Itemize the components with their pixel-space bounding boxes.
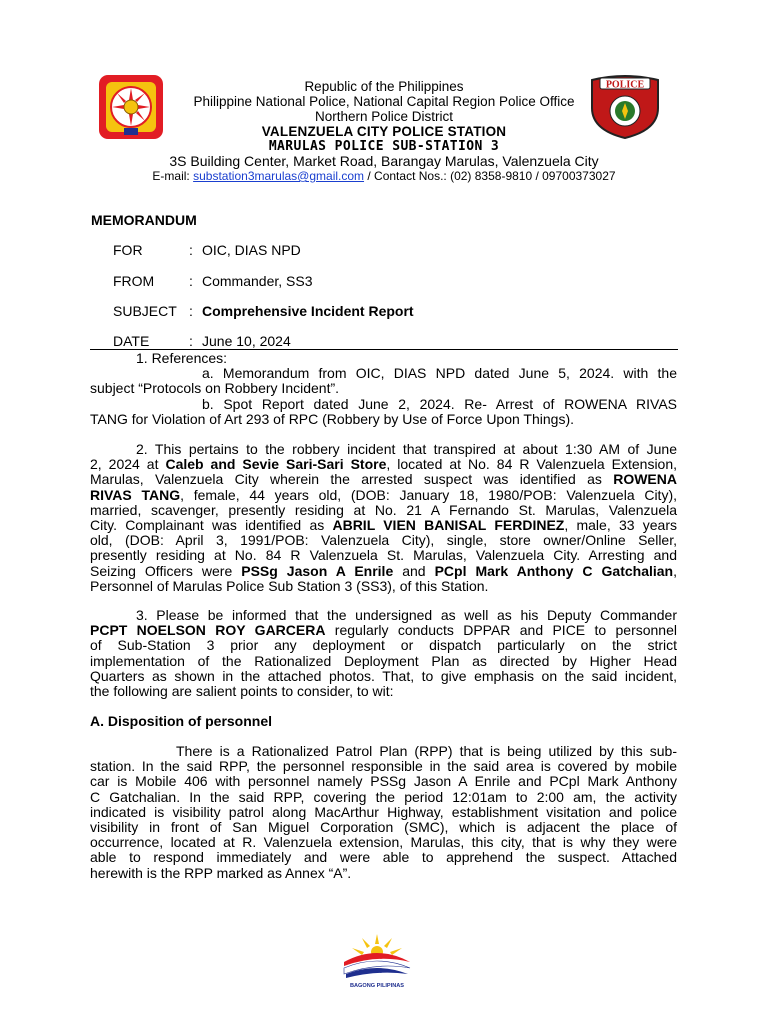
header-republic: Republic of the Philippines xyxy=(304,79,464,94)
officer-1-name: PSSg Jason A Enrile xyxy=(241,562,394,579)
contact-numbers: / Contact Nos.: (02) 8358-9810 / 09700373027 xyxy=(367,169,616,183)
p2-line8: presently residing at No. 84 R Valenzuela St. Marulas, Valenzuela City. Arresting and xyxy=(90,547,677,564)
p3-text: regularly conducts DPPAR and PICE to personnel xyxy=(325,622,677,639)
pa-line3: car is Mobile 406 with personnel namely PSSg Jason A Enrile and PCpl Mark Anthony xyxy=(90,773,677,790)
p2-line7: old, (DOB: April 3, 1991/POB: Valenzuela City), single, store owner/Online Seller, xyxy=(90,532,677,549)
p2-line9 xyxy=(90,564,677,579)
reference-b-line1: b. Spot Report dated June 2, 2024. Re- Arrest of ROWENA RIVAS xyxy=(202,395,677,412)
p2-text: , located at No. 84 R Valenzuela Extension, xyxy=(386,456,678,473)
section-a-heading: A. Disposition of personnel xyxy=(90,713,273,729)
references-block xyxy=(90,351,677,427)
header-substation: MARULAS POLICE SUB-STATION 3 xyxy=(268,139,500,154)
date-label: DATE xyxy=(113,333,150,349)
subject-label: SUBJECT xyxy=(113,303,177,319)
pa-line9: herewith is the RPP marked as Annex “A”. xyxy=(90,864,352,881)
p3-line4: implementation of the Rationalized Deployment Plan as directed by Higher Head xyxy=(90,652,677,669)
bagong-pilipinas-text: BAGONG PILIPINAS xyxy=(349,983,405,989)
header-contact-line xyxy=(0,169,768,184)
dppar-paragraph xyxy=(90,608,677,699)
p3-line1: 3. Please be informed that the undersigned as well as his Deputy Commander xyxy=(136,607,677,623)
for-value: OIC, DIAS NPD xyxy=(202,242,301,258)
date-value: June 10, 2024 xyxy=(202,333,291,349)
p2-line10: Personnel of Marulas Police Sub Station 3 (SS3), of this Station. xyxy=(90,577,489,594)
pa-line5: indicated is visibility patrol along MacArthur Highway, establishment visitation and police xyxy=(90,803,677,820)
header-npd: Northern Police District xyxy=(314,109,454,124)
pa-line2: station. In the said RPP, the personnel responsible in the said area is covered by mobile xyxy=(90,758,677,775)
from-colon: : xyxy=(189,273,193,289)
p2-text: , female, 44 years old, (DOB: January 18, 1980/POB: Valenzuela City), xyxy=(180,486,677,503)
bagong-pilipinas-logo xyxy=(336,932,418,990)
p2-text: and xyxy=(393,562,435,579)
header-station: VALENZUELA CITY POLICE STATION xyxy=(261,124,507,139)
p2-line3 xyxy=(90,472,677,487)
date-colon: : xyxy=(189,333,193,349)
p2-line1: 2. This pertains to the robbery incident that transpired at about 1:30 AM of June xyxy=(136,441,677,457)
p2-text: Seizing Officers were xyxy=(90,562,242,579)
p2-text: City. Complainant was identified as xyxy=(90,517,333,534)
subject-value: Comprehensive Incident Report xyxy=(202,303,414,319)
references-heading: 1. References: xyxy=(136,350,228,366)
from-value: Commander, SS3 xyxy=(202,273,313,289)
p2-line4 xyxy=(90,488,677,503)
header-address: 3S Building Center, Market Road, Barangay Marulas, Valenzuela City xyxy=(169,153,599,169)
p3-line2 xyxy=(90,623,677,638)
from-label: FROM xyxy=(113,273,155,289)
officer-2-name: PCpl Mark Anthony C Gatchalian xyxy=(434,562,674,579)
subject-colon: : xyxy=(189,303,193,319)
email-label: E-mail: xyxy=(152,169,190,183)
deputy-commander-name: PCPT NOELSON ROY GARCERA xyxy=(90,622,326,639)
pa-line8: able to respond immediately and were able to apprehend the suspect. Attached xyxy=(90,849,677,866)
disposition-paragraph xyxy=(90,744,677,881)
p3-line6: the following are salient points to consider, to wit: xyxy=(90,683,394,700)
police-patch-text: POLICE xyxy=(605,79,645,91)
pa-line4: C Gatchalian. In the said RPP, covering the period 12:01am to 2:00 am, the activity xyxy=(90,788,677,805)
pa-line7: occurrence, located at R. Valenzuela extension, Marulas, this city, that is why they were xyxy=(90,834,677,851)
pa-line6: visibility in front of San Miguel Corporation (SMC), which is adjacent the place of xyxy=(90,819,677,836)
p2-text: 2, 2024 at xyxy=(90,456,166,473)
for-colon: : xyxy=(189,242,193,258)
for-label: FOR xyxy=(113,242,143,258)
memo-title: MEMORANDUM xyxy=(91,212,197,228)
p2-line2 xyxy=(90,457,677,472)
suspect-name-part1: ROWENA xyxy=(613,471,677,488)
pa-line1: There is a Rationalized Patrol Plan (RPP) that is being utilized by this sub- xyxy=(176,743,677,759)
header-pnp-ncrpo: Philippine National Police, National Capital Region Police Office xyxy=(193,94,575,109)
reference-b-line2: TANG for Violation of Art 293 of RPC (Robbery by Use of Force Upon Things). xyxy=(90,410,574,427)
incident-paragraph xyxy=(90,442,677,594)
complainant-name: ABRIL VIEN BANISAL FERDINEZ xyxy=(332,517,565,534)
p2-text: , xyxy=(673,562,677,579)
p2-text: Marulas, Valenzuela City wherein the arrested suspect was identified as xyxy=(90,471,614,488)
suspect-name-part2: RIVAS TANG xyxy=(90,486,181,503)
p3-line5: Quarters as shown in the attached photos. That, to give emphasis on the said incident, xyxy=(90,667,677,684)
email-link[interactable]: substation3marulas@gmail.com xyxy=(193,169,365,183)
p2-line5: married, scavenger, presently residing at No. 21 A Fernando St. Marulas, Valenzuela xyxy=(90,501,677,518)
p3-line3: of Sub-Station 3 prior any deployment or dispatch particularly on the strict xyxy=(90,637,677,654)
store-name: Caleb and Sevie Sari-Sari Store xyxy=(165,456,387,473)
reference-a-line2: subject “Protocols on Robbery Incident”. xyxy=(90,380,340,397)
p2-line6 xyxy=(90,518,677,533)
p2-text: , male, 33 years xyxy=(564,517,677,534)
reference-a-line1: a. Memorandum from OIC, DIAS NPD dated June 5, 2024. with the xyxy=(202,365,677,382)
